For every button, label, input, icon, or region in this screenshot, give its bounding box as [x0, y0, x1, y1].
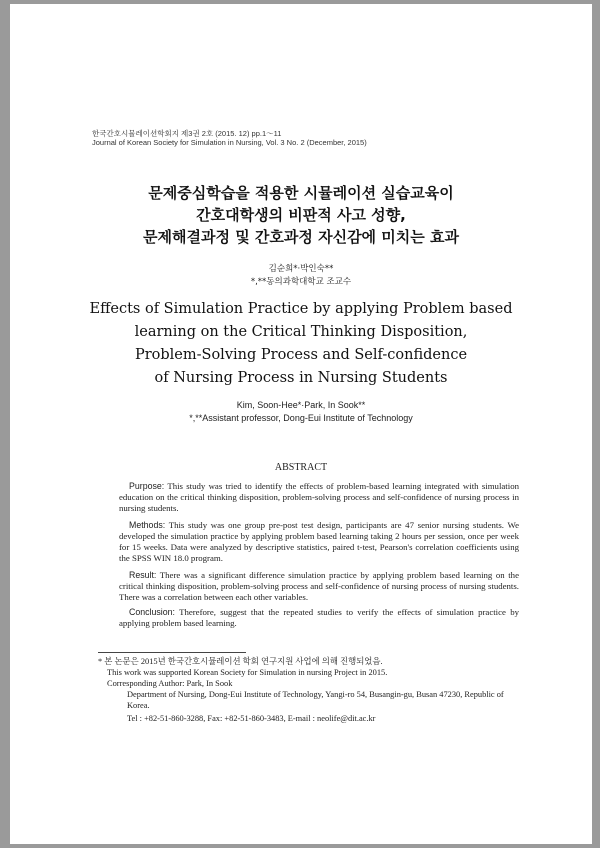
conclusion-label: Conclusion: — [129, 607, 175, 617]
result-text: There was a significant difference simulation practice by applying problem based learning on the critical thinking disposition, problem-solving process and self-confidence of nursing process of nursing students. There was a correlation between each other variables. — [119, 570, 519, 602]
korean-title-line-2: 간호대학생의 비판적 사고 성향, — [196, 206, 406, 224]
abstract-methods — [119, 520, 519, 564]
korean-title-line-1: 문제중심학습을 적용한 시뮬레이션 실습교육이 — [148, 184, 454, 202]
english-title-line-1: Effects of Simulation Practice by applying Problem based — [89, 301, 513, 317]
english-title-line-2: learning on the Critical Thinking Disposition, — [134, 324, 468, 340]
methods-label: Methods: — [129, 520, 166, 530]
purpose-text: This study was tried to identify the effects of problem-based learning integrated with simulation education on the critical thinking disposition, problem-solving process and self-confidence of nursing process in nursing students. — [119, 481, 519, 513]
english-title-line-4: of Nursing Process in Nursing Students — [154, 370, 448, 386]
abstract-purpose — [119, 481, 519, 514]
abstract-conclusion — [119, 607, 519, 629]
korean-authors: 김순희*·박인숙** — [268, 264, 334, 274]
footnote-address: Department of Nursing, Dong-Eui Institute of Technology, Yangi-ro 54, Busangin-gu, Busan 47230, Republic of Korea. — [127, 690, 504, 710]
footnote-funding-korean: * 본 논문은 2015년 한국간호시뮬레이션 학회 연구지원 사업에 의해 진행되었음. — [98, 657, 383, 666]
korean-affiliation: *,**동의과학대학교 조교수 — [250, 277, 352, 287]
footnote-corresponding-author: Corresponding Author: Park, In Sook — [107, 679, 233, 688]
result-label: Result: — [129, 570, 157, 580]
english-title-line-3: Problem-Solving Process and Self-confidence — [134, 347, 468, 363]
footnote-contact: Tel : +82-51-860-3288, Fax: +82-51-860-3483, E-mail : neolife@dit.ac.kr — [127, 714, 376, 723]
journal-citation-korean: 한국간호시뮬레이션학회지 제3권 2호 (2015. 12) pp.1～11 — [92, 129, 282, 138]
abstract-heading: ABSTRACT — [274, 462, 328, 473]
paper-page — [10, 4, 592, 844]
korean-title-line-3: 문제해결과정 및 간호과정 자신감에 미치는 효과 — [143, 228, 459, 246]
english-affiliation: *,**Assistant professor, Dong-Eui Institute of Technology — [189, 413, 413, 423]
methods-text: This study was one group pre-post test design, participants are 47 senior nursing students. We developed the simulation practice by applying problem based learning taking 2 hours per session, once per week for 15 weeks. Data were analyzed by descriptive statistics, paired t-test, Pearson's correlation coefficients using the SPSS WIN 18.0 program. — [119, 520, 519, 563]
journal-citation-english: Journal of Korean Society for Simulation in Nursing, Vol. 3 No. 2 (December, 2015) — [92, 138, 367, 147]
footnote-funding-english: This work was supported Korean Society for Simulation in nursing Project in 2015. — [107, 668, 388, 677]
conclusion-text: Therefore, suggest that the repeated studies to verify the effects of simulation practice by applying problem based learning. — [119, 607, 519, 628]
abstract-result — [119, 570, 519, 603]
purpose-label: Purpose: — [129, 481, 165, 491]
english-authors: Kim, Soon-Hee*·Park, In Sook** — [236, 400, 366, 410]
footnote-divider — [98, 652, 246, 653]
